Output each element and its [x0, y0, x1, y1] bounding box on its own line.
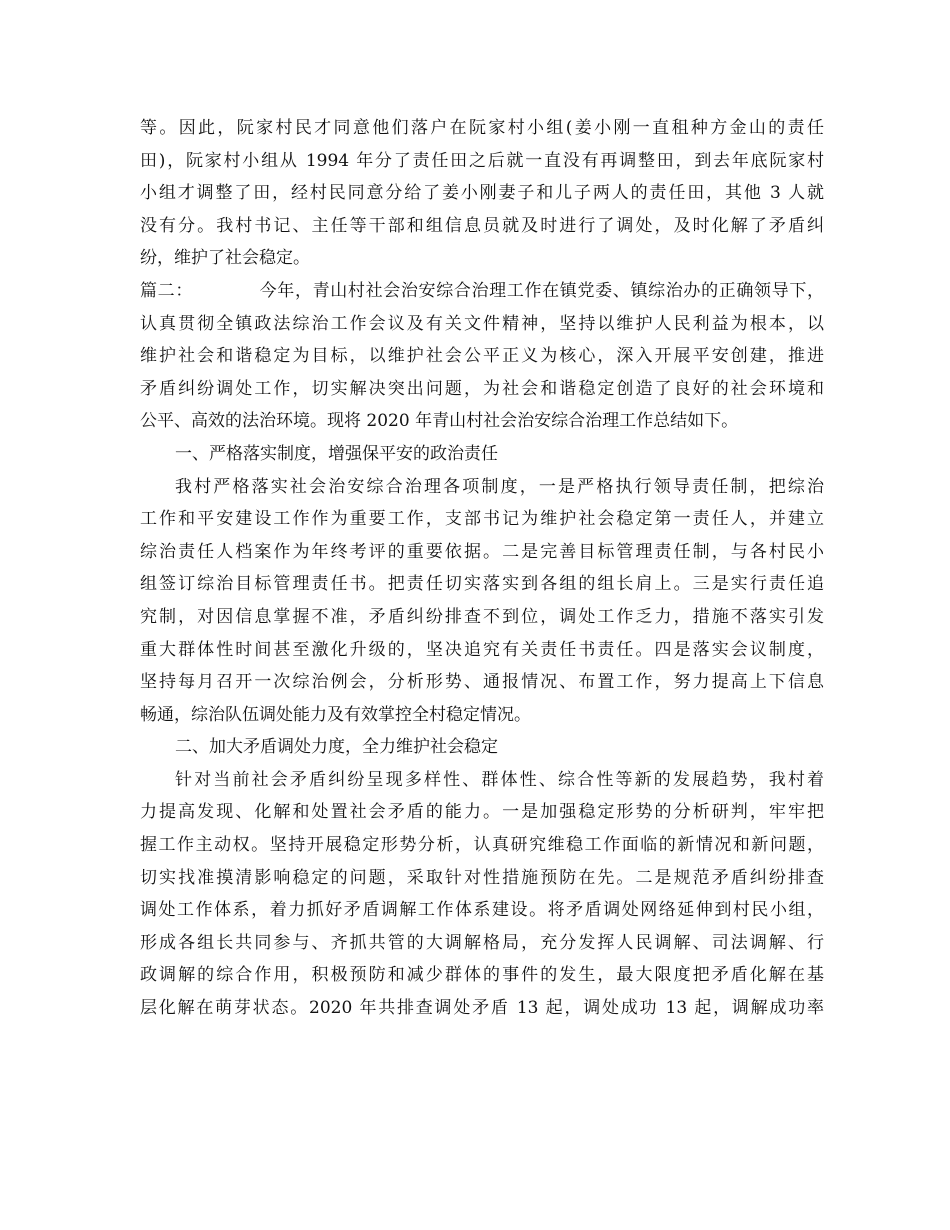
text-line: 力提高发现、化解和处置社会矛盾的能力。一是加强稳定形势的分析研判，牢牢把	[140, 802, 824, 823]
text-line: 我村严格落实社会治安综合治理各项制度，一是严格执行领导责任制，把综治	[175, 476, 824, 497]
text-line: 纷，维护了社会稳定。	[140, 248, 310, 269]
section-heading-2: 二、加大矛盾调处力度，全力维护社会稳定	[175, 737, 498, 758]
text-line: 调处工作体系，着力抓好矛盾调解工作体系建设。将矛盾调处网络延伸到村民小组，	[140, 900, 824, 921]
paragraph-2	[140, 471, 824, 732]
text-line: 握工作主动权。坚持开展稳定形势分析，认真研究维稳工作面临的新情况和新问题，	[140, 835, 824, 856]
section-2	[140, 275, 824, 438]
text-line: 田)，阮家村小组从 1994 年分了责任田之后就一直没有再调整田，到去年底阮家村	[140, 150, 824, 171]
text-line: 公平、高效的法治环境。现将 2020 年青山村社会治安综合治理工作总结如下。	[140, 411, 739, 432]
document-body	[140, 112, 824, 1025]
text-line: 小组才调整了田，经村民同意分给了姜小刚妻子和儿子两人的责任田，其他 3 人就	[140, 183, 824, 204]
text-line: 等。因此，阮家村民才同意他们落户在阮家村小组(姜小刚一直租种方金山的责任	[140, 118, 824, 138]
section-heading-1: 一、严格落实制度，增强保平安的政治责任	[175, 443, 498, 464]
text-line: 切实找准摸清影响稳定的问题，采取针对性措施预防在先。二是规范矛盾纠纷排查	[140, 867, 824, 888]
section-2-first-line	[140, 275, 824, 308]
text-line: 综治责任人档案作为年终考评的重要依据。二是完善目标管理责任制，与各村民小	[140, 541, 824, 562]
text-line: 针对当前社会矛盾纠纷呈现多样性、群体性、综合性等新的发展趋势，我村着	[175, 769, 824, 790]
text-line: 重大群体性时间甚至激化升级的，坚决追究有关责任书责任。四是落实会议制度，	[140, 639, 824, 660]
text-line: 究制，对因信息掌握不准，矛盾纠纷排查不到位，调处工作乏力，措施不落实引发	[140, 606, 824, 627]
section-label: 篇二：	[140, 280, 193, 301]
text-line: 层化解在萌芽状态。2020 年共排查调处矛盾 13 起，调处成功 13 起，调解成功率	[140, 998, 824, 1019]
text-line: 畅通，综治队伍调处能力及有效掌控全村稳定情况。	[140, 704, 531, 725]
text-line: 组签订综治目标管理责任书。把责任切实落实到各组的组长肩上。三是实行责任追	[140, 574, 824, 595]
text-line: 坚持每月召开一次综治例会，分析形势、通报情况、布置工作，努力提高上下信息	[140, 672, 824, 693]
paragraph-3	[140, 764, 824, 1025]
text-line: 工作和平安建设工作作为重要工作，支部书记为维护社会稳定第一责任人，并建立	[140, 509, 824, 530]
paragraph-1	[140, 112, 824, 275]
text-line: 维护社会和谐稳定为目标，以维护社会公平正义为核心，深入开展平安创建，推进	[140, 346, 824, 367]
text-line: 政调解的综合作用，积极预防和减少群体的事件的发生，最大限度把矛盾化解在基	[140, 965, 824, 986]
text-line: 认真贯彻全镇政法综治工作会议及有关文件精神，坚持以维护人民利益为根本，以	[140, 313, 824, 334]
text-line: 矛盾纠纷调处工作，切实解决突出问题，为社会和谐稳定创造了良好的社会环境和	[140, 378, 824, 399]
text-line: 形成各组长共同参与、齐抓共管的大调解格局，充分发挥人民调解、司法调解、行	[140, 932, 824, 953]
section-2-opening-text: 今年，青山村社会治安综合治理工作在镇党委、镇综治办的正确领导下，	[258, 280, 825, 301]
text-line: 没有分。我村书记、主任等干部和组信息员就及时进行了调处，及时化解了矛盾纠	[140, 215, 824, 236]
